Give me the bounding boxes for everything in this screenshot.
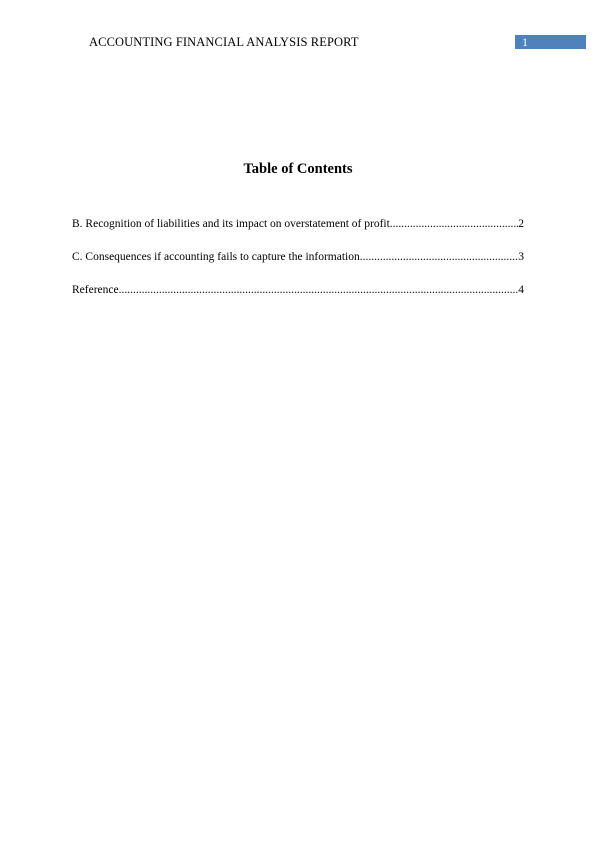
toc-entry-text: C. Consequences if accounting fails to capture the information xyxy=(72,251,360,263)
toc-entry-text: Reference xyxy=(72,284,119,296)
toc-dot-leader xyxy=(119,282,519,298)
toc-entry-page: 2 xyxy=(518,218,524,230)
running-header-title: ACCOUNTING FINANCIAL ANALYSIS REPORT xyxy=(89,35,359,49)
toc-entry-page: 4 xyxy=(518,284,524,296)
toc-entry-consequences[interactable] xyxy=(72,249,524,265)
table-of-contents xyxy=(72,216,524,315)
toc-entry-text: B. Recognition of liabilities and its impact on overstatement of profit xyxy=(72,218,390,230)
toc-dot-leader xyxy=(390,216,518,232)
page-number: 1 xyxy=(522,35,528,49)
toc-entry-page: 3 xyxy=(518,251,524,263)
toc-entry-reference[interactable] xyxy=(72,282,524,298)
toc-dot-leader xyxy=(360,249,519,265)
toc-entry-recognition-of-liabilities[interactable] xyxy=(72,216,524,232)
page-number-badge xyxy=(515,35,586,49)
toc-heading: Table of Contents xyxy=(243,161,353,177)
